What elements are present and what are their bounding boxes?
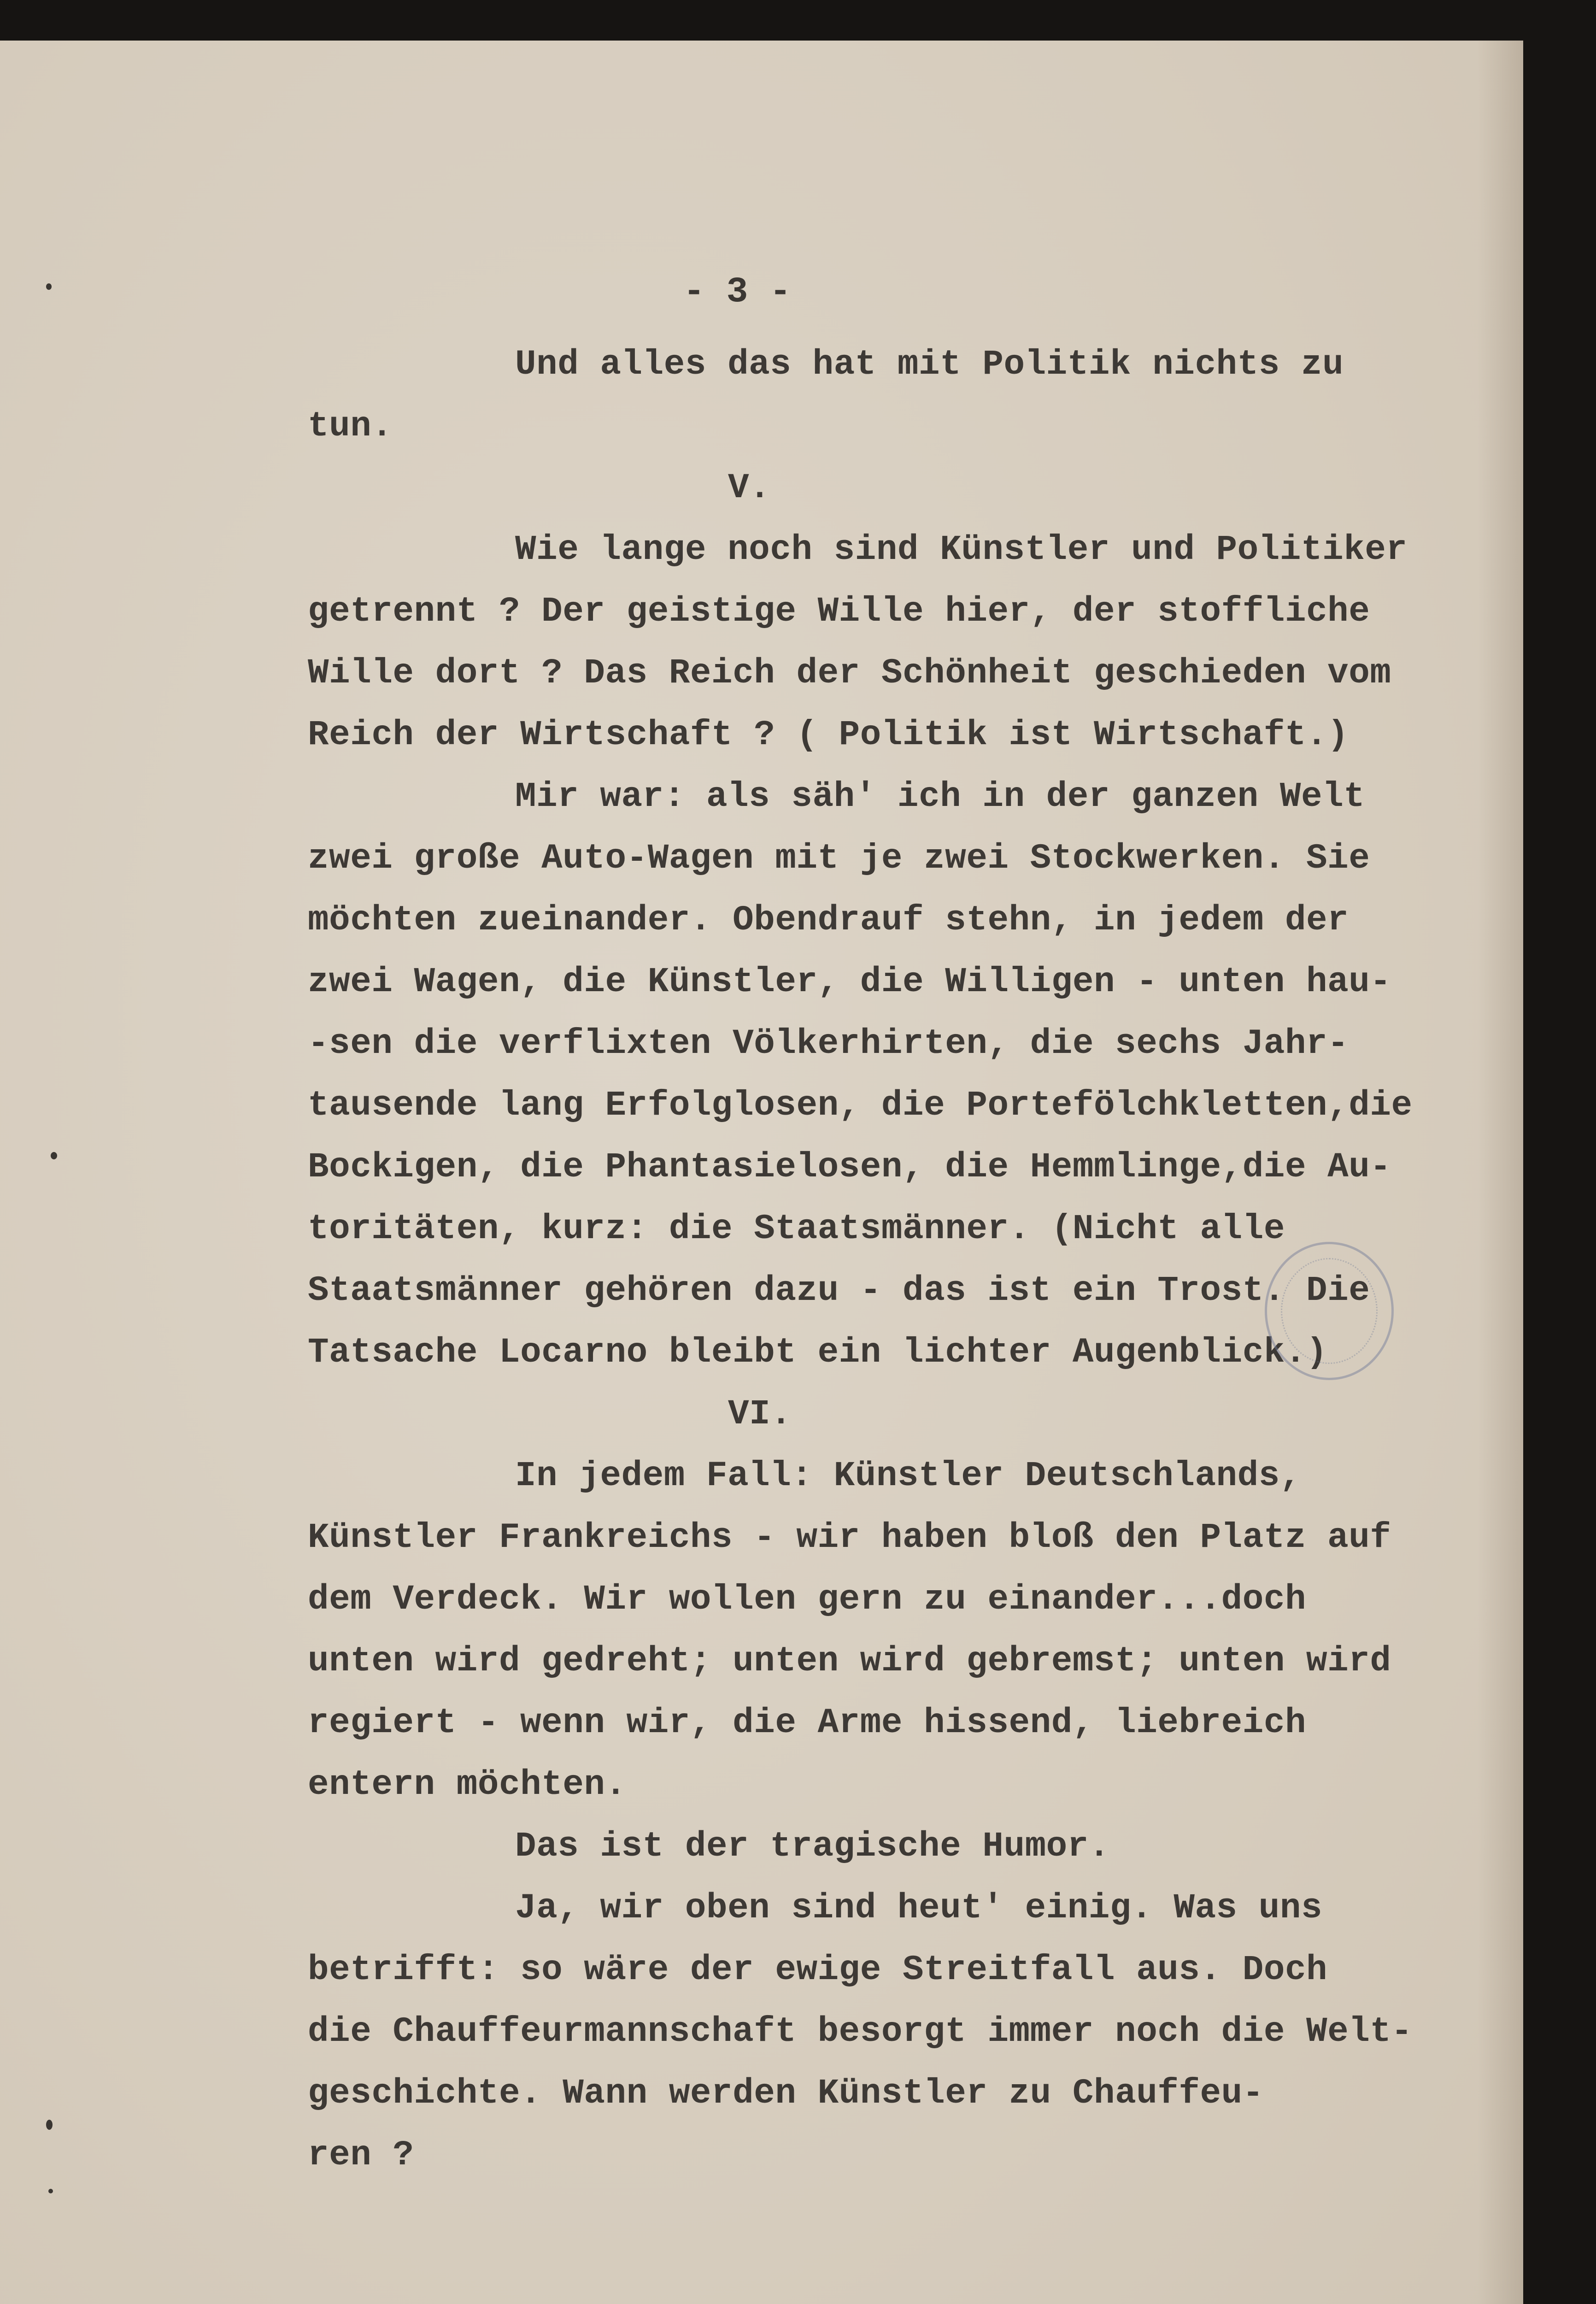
text-line: Tatsache Locarno bleibt ein lichter Augenblick.) xyxy=(308,1333,1328,1372)
archive-stamp xyxy=(1265,1242,1394,1380)
text-line: Künstler Frankreichs - wir haben bloß den Platz auf xyxy=(308,1518,1391,1558)
text-line: möchten zueinander. Obendrauf stehn, in jedem der xyxy=(308,900,1349,940)
text-line: Mir war: als säh' ich in der ganzen Welt xyxy=(515,777,1365,817)
text-line: dem Verdeck. Wir wollen gern zu einander...doch xyxy=(308,1580,1307,1619)
text-line: zwei große Auto-Wagen mit je zwei Stockwerken. Sie xyxy=(308,839,1370,878)
text-line: Bockigen, die Phantasielosen, die Hemmlinge,die Au- xyxy=(308,1147,1391,1187)
text-line: tausende lang Erfolglosen, die Portefölchkletten,die xyxy=(308,1086,1413,1125)
text-line: unten wird gedreht; unten wird gebremst; unten wird xyxy=(308,1641,1391,1681)
text-line: betrifft: so wäre der ewige Streitfall aus. Doch xyxy=(308,1950,1328,1990)
text-line: Staatsmänner gehören dazu - das ist ein Trost. Die xyxy=(308,1271,1370,1311)
page-number: - 3 - xyxy=(683,272,792,312)
text-line: Und alles das hat mit Politik nichts zu xyxy=(515,345,1344,384)
text-line: geschichte. Wann werden Künstler zu Chauffeu- xyxy=(308,2074,1264,2113)
punch-mark xyxy=(46,283,52,290)
text-line: Wie lange noch sind Künstler und Politiker xyxy=(515,530,1408,570)
section-heading: V. xyxy=(728,468,771,508)
text-line: ren ? xyxy=(308,2135,414,2175)
text-line: In jedem Fall: Künstler Deutschlands, xyxy=(515,1456,1301,1496)
text-line: zwei Wagen, die Künstler, die Willigen - unten hau- xyxy=(308,962,1391,1002)
punch-mark xyxy=(48,2189,53,2193)
section-heading: VI. xyxy=(728,1394,792,1434)
text-line: tun. xyxy=(308,406,393,446)
text-line: Ja, wir oben sind heut' einig. Was uns xyxy=(515,1888,1323,1928)
text-line: entern möchten. xyxy=(308,1765,627,1804)
text-line: die Chauffeurmannschaft besorgt immer noch die Welt- xyxy=(308,2012,1413,2051)
text-line: regiert - wenn wir, die Arme hissend, liebreich xyxy=(308,1703,1307,1743)
text-line: Reich der Wirtschaft ? ( Politik ist Wirtschaft.) xyxy=(308,715,1349,755)
text-line: getrennt ? Der geistige Wille hier, der stoffliche xyxy=(308,592,1370,631)
text-line: -sen die verflixten Völkerhirten, die sechs Jahr- xyxy=(308,1024,1349,1064)
text-line: Wille dort ? Das Reich der Schönheit geschieden vom xyxy=(308,653,1391,693)
text-line: toritäten, kurz: die Staatsmänner. (Nicht alle xyxy=(308,1209,1285,1249)
text-line: Das ist der tragische Humor. xyxy=(515,1827,1110,1866)
